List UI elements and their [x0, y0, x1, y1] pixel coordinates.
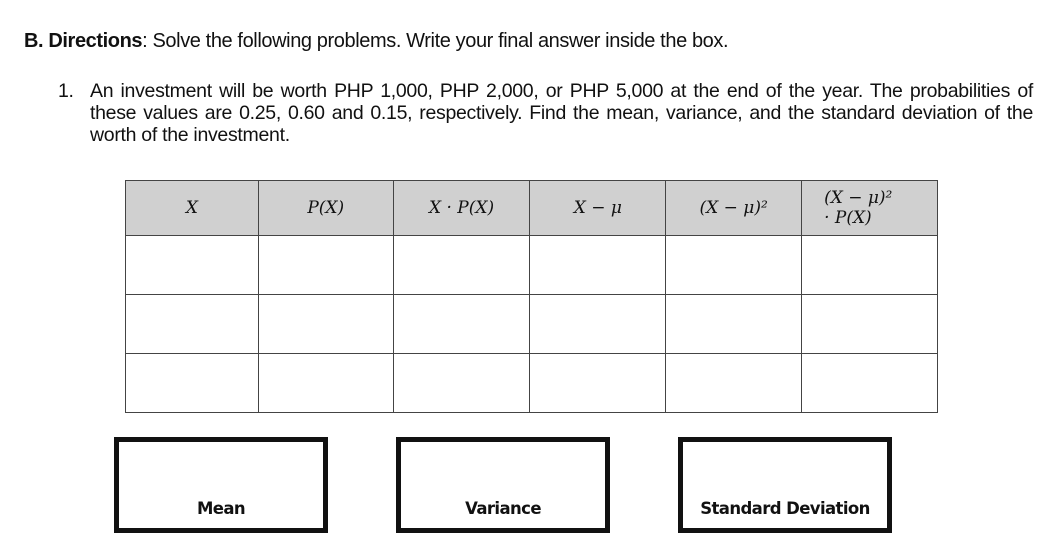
- problem-text: An investment will be worth PHP 1,000, PHP 2,000, or PHP 5,000 at the end of the year. The probabilities of these values are 0.25, 0.60 and 0.15, respectively. Find the mean, variance, and the standard deviation of the worth of the investment.: [90, 80, 1033, 146]
- mean-answer-box[interactable]: [114, 437, 328, 533]
- solution-table: [125, 180, 938, 413]
- header-weighted-line2: · P(X): [824, 208, 872, 228]
- table-row: [126, 236, 938, 295]
- mean-label: Mean: [196, 499, 246, 518]
- table-cell[interactable]: [258, 295, 393, 354]
- variance-label: Variance: [465, 499, 541, 518]
- table-cell[interactable]: [258, 236, 393, 295]
- directions-heading: [24, 30, 728, 53]
- header-x-minus-mu: X − μ: [530, 181, 666, 236]
- standard-deviation-answer-box[interactable]: [678, 437, 892, 533]
- table-cell[interactable]: [126, 236, 259, 295]
- table-cell[interactable]: [393, 354, 530, 413]
- table-cell[interactable]: [393, 236, 530, 295]
- table-cell[interactable]: [530, 236, 666, 295]
- problem-number: 1.: [58, 80, 74, 102]
- table-cell[interactable]: [802, 295, 938, 354]
- standard-deviation-label: Standard Deviation: [700, 499, 870, 518]
- table-header-row: [126, 181, 938, 236]
- directions-text: : Solve the following problems. Write your final answer inside the box.: [142, 30, 729, 52]
- table-cell[interactable]: [802, 354, 938, 413]
- header-weighted-line1: (X − μ)²: [824, 188, 893, 208]
- table-cell[interactable]: [393, 295, 530, 354]
- table-cell[interactable]: [126, 295, 259, 354]
- header-x: X: [126, 181, 259, 236]
- table-cell[interactable]: [126, 354, 259, 413]
- header-px: P(X): [258, 181, 393, 236]
- table-cell[interactable]: [530, 354, 666, 413]
- table-cell[interactable]: [802, 236, 938, 295]
- section-label: B. Directions: [24, 30, 143, 52]
- table-cell[interactable]: [530, 295, 666, 354]
- variance-answer-box[interactable]: [396, 437, 610, 533]
- problem-1: [58, 80, 1033, 146]
- header-weighted-deviation: [802, 181, 938, 236]
- table-row: [126, 354, 938, 413]
- table-row: [126, 295, 938, 354]
- table-cell[interactable]: [666, 295, 802, 354]
- table-cell[interactable]: [258, 354, 393, 413]
- table-cell[interactable]: [666, 236, 802, 295]
- header-deviation-squared: (X − μ)²: [666, 181, 802, 236]
- table-cell[interactable]: [666, 354, 802, 413]
- header-x-times-px: X · P(X): [393, 181, 530, 236]
